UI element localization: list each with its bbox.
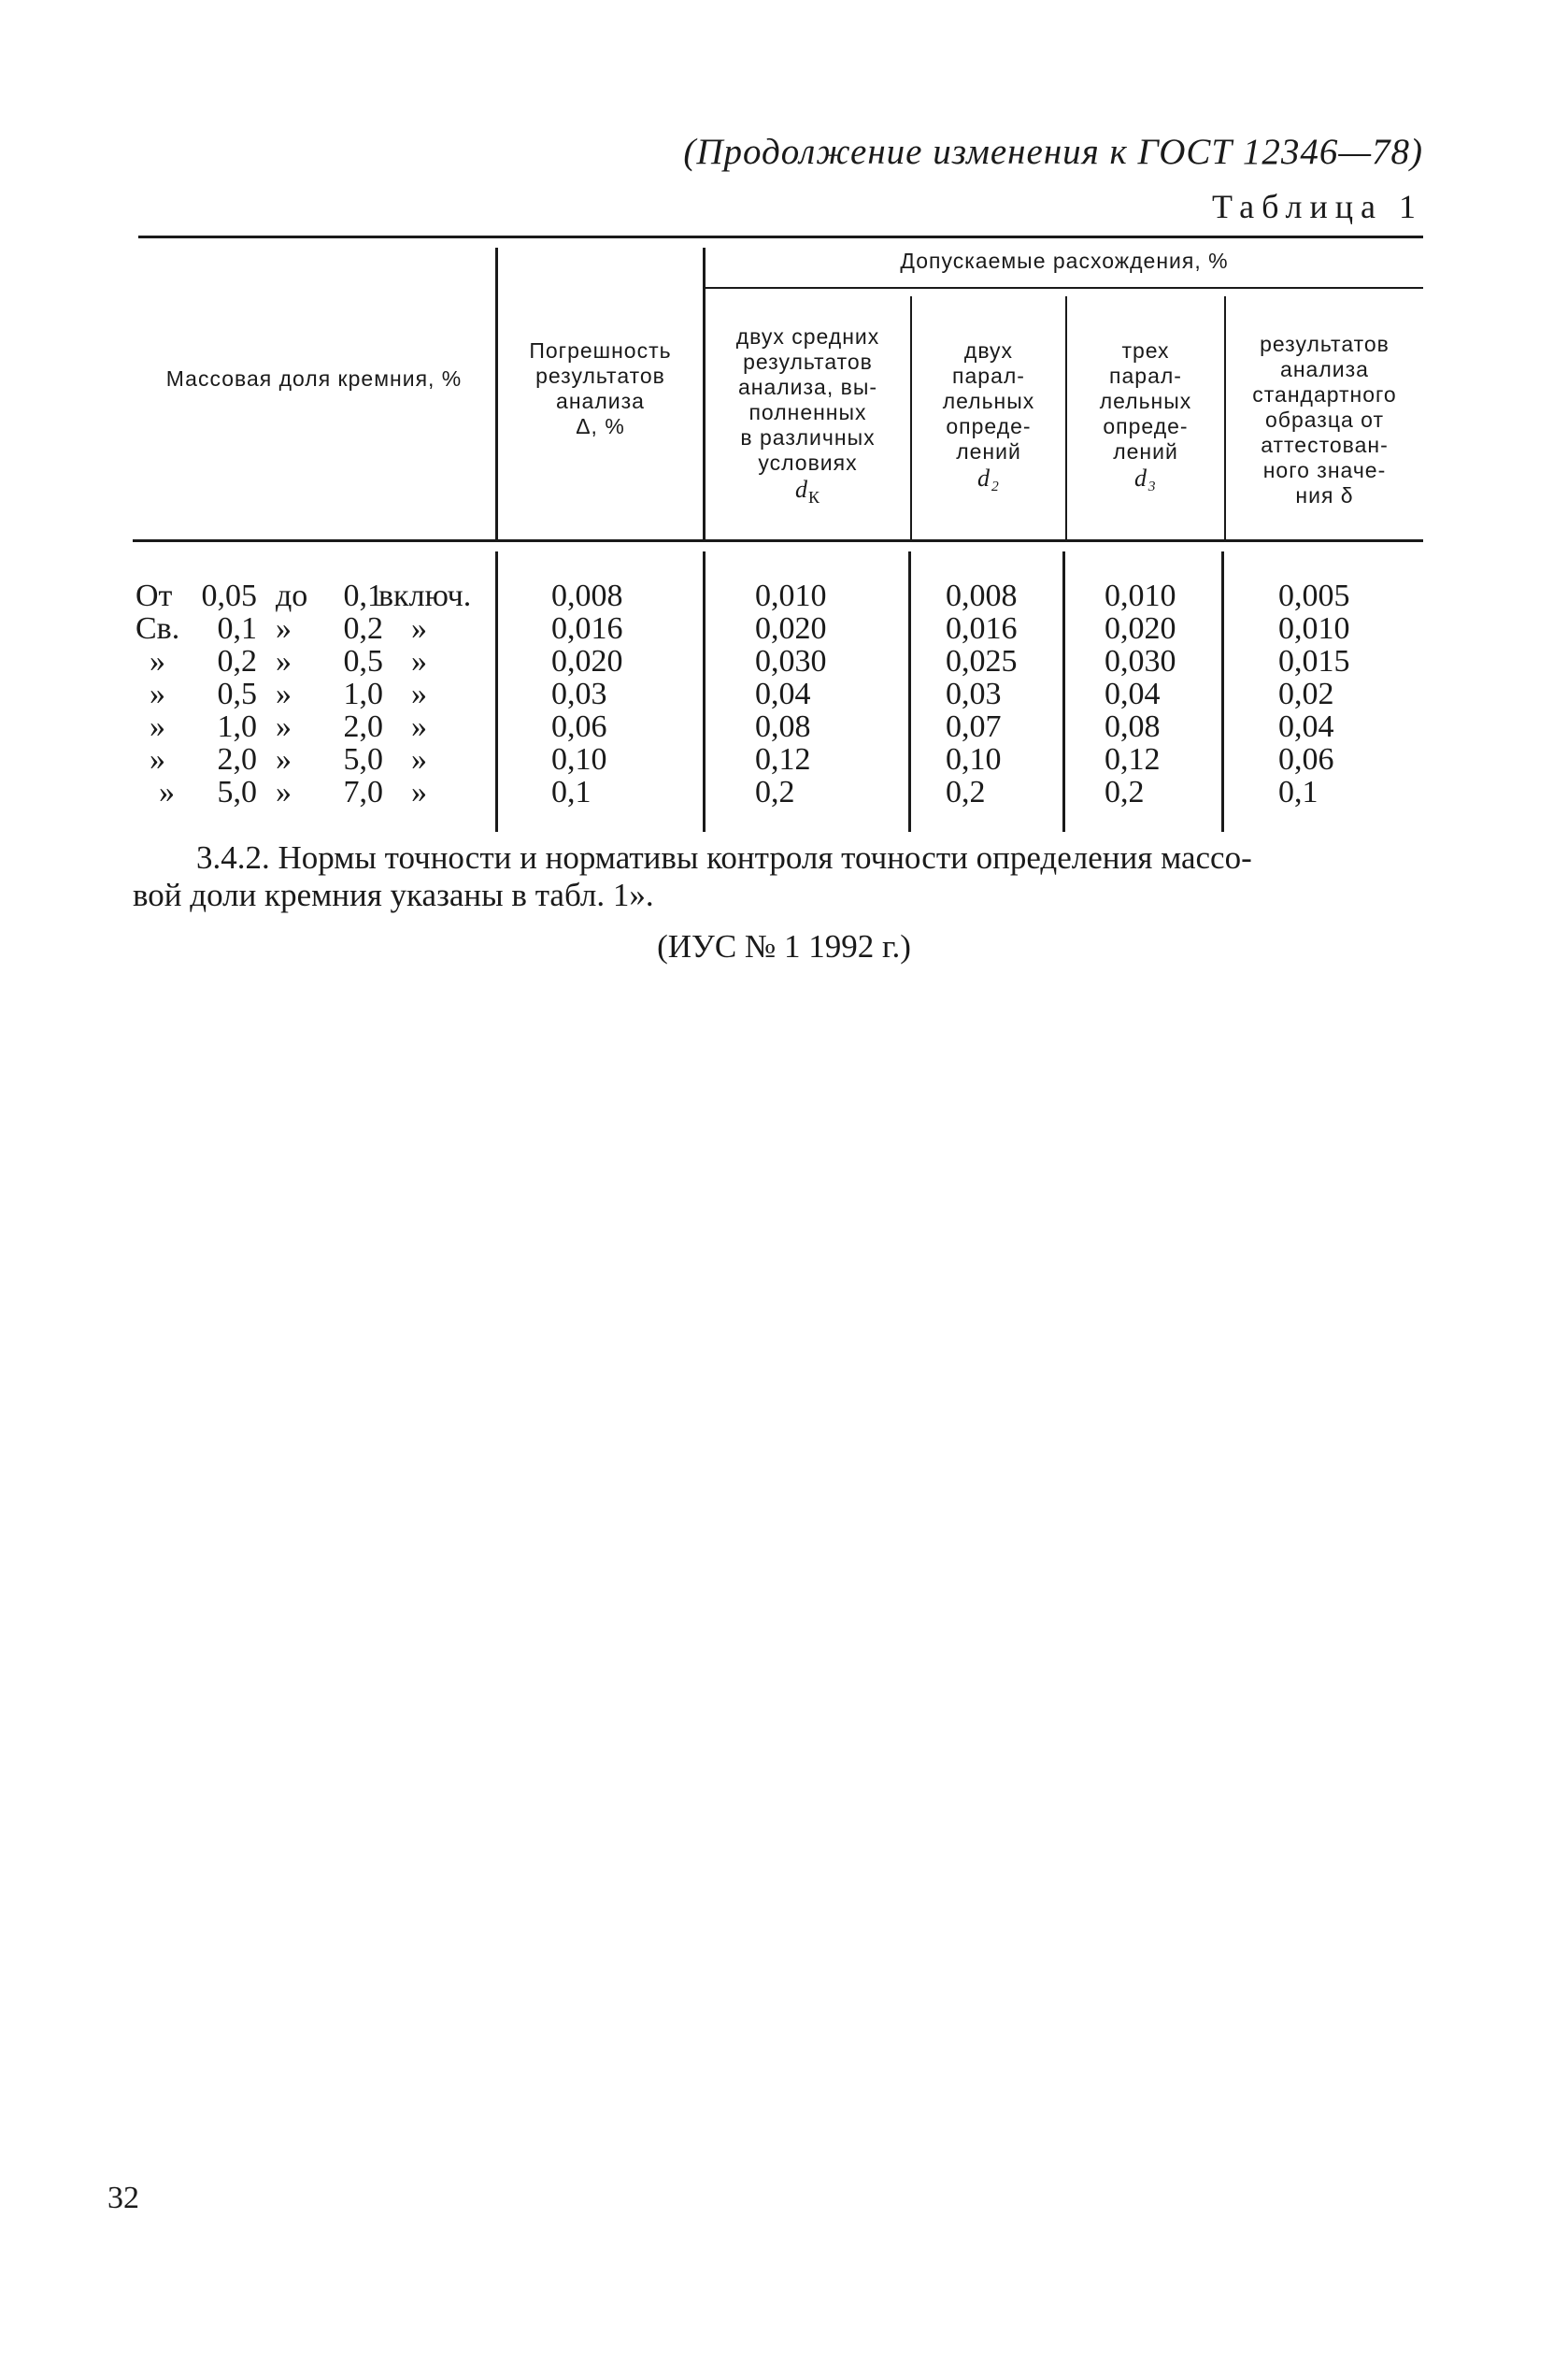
range-from: 0,05 bbox=[201, 579, 257, 613]
header-d3-line: лений bbox=[1113, 439, 1178, 464]
cell-dk: 0,010 bbox=[755, 579, 827, 613]
header-dk-symbol bbox=[706, 476, 910, 511]
header-d2-line: опреде- bbox=[946, 414, 1032, 438]
table-row bbox=[0, 645, 1568, 678]
header-d2-line: двух bbox=[963, 338, 1014, 363]
cell-dk: 0,030 bbox=[755, 644, 827, 679]
header-error-line: Погрешность bbox=[529, 338, 672, 363]
header-group-discrepancies bbox=[706, 249, 1423, 274]
page-number: 32 bbox=[107, 2181, 139, 2215]
cell-dk: 0,04 bbox=[755, 677, 811, 711]
range-from: 1,0 bbox=[217, 709, 257, 744]
range-suffix: » bbox=[411, 742, 427, 777]
header-dk-symbol-letter: d bbox=[794, 476, 808, 503]
cell-reference-delta: 0,010 bbox=[1278, 611, 1350, 646]
range-suffix: » bbox=[411, 611, 427, 646]
range-prefix: » bbox=[159, 775, 175, 809]
header-dk-line: полненных bbox=[748, 400, 867, 424]
header-d3-line: парал- bbox=[1109, 364, 1182, 388]
cell-dk: 0,020 bbox=[755, 611, 827, 646]
cell-reference-delta: 0,005 bbox=[1278, 579, 1350, 613]
cell-reference-delta: 0,02 bbox=[1278, 677, 1334, 711]
cell-dk: 0,08 bbox=[755, 709, 811, 744]
cell-d3: 0,08 bbox=[1105, 709, 1161, 744]
cell-d3: 0,020 bbox=[1105, 611, 1176, 646]
header-delta-reference bbox=[1226, 332, 1423, 508]
source-reference: (ИУС № 1 1992 г.) bbox=[657, 928, 911, 965]
header-dk-line: двух средних bbox=[735, 324, 880, 349]
table-row bbox=[0, 580, 1568, 612]
range-prefix: » bbox=[150, 709, 165, 744]
range-to-word: » bbox=[276, 611, 292, 646]
range-to: 0,1 bbox=[343, 579, 383, 613]
header-delta-line: аттестован- bbox=[1261, 433, 1389, 457]
cell-error: 0,03 bbox=[551, 677, 607, 711]
header-dk-symbol-sub: К bbox=[807, 488, 820, 507]
header-delta-line: образца от bbox=[1264, 408, 1384, 432]
range-from: 2,0 bbox=[217, 742, 257, 777]
cell-d3: 0,2 bbox=[1105, 775, 1145, 809]
table-row bbox=[0, 743, 1568, 776]
header-mass-fraction-text: Массовая доля кремния, % bbox=[165, 366, 463, 391]
header-d3-line: лельных bbox=[1099, 389, 1192, 413]
header-delta-line: анализа bbox=[1280, 357, 1369, 381]
header-error bbox=[498, 338, 703, 439]
range-prefix: » bbox=[150, 677, 165, 711]
header-delta-line: результатов bbox=[1260, 332, 1390, 356]
header-d3-line: трех bbox=[1121, 338, 1170, 363]
cell-error: 0,016 bbox=[551, 611, 623, 646]
range-to: 2,0 bbox=[343, 709, 383, 744]
table-caption: Таблица 1 bbox=[1212, 188, 1423, 225]
cell-reference-delta: 0,04 bbox=[1278, 709, 1334, 744]
header-d3-line: опреде- bbox=[1103, 414, 1189, 438]
range-to-word: » bbox=[276, 644, 292, 679]
range-to: 1,0 bbox=[343, 677, 383, 711]
range-to: 0,5 bbox=[343, 644, 383, 679]
range-prefix: » bbox=[150, 742, 165, 777]
header-bottom-rule bbox=[133, 539, 1423, 542]
cell-d2: 0,016 bbox=[946, 611, 1018, 646]
table-row bbox=[0, 678, 1568, 710]
table-row bbox=[0, 612, 1568, 645]
cell-error: 0,020 bbox=[551, 644, 623, 679]
header-delta-line: ного значе- bbox=[1262, 458, 1387, 482]
cell-d2: 0,2 bbox=[946, 775, 986, 809]
header-d2-line: лельных bbox=[942, 389, 1035, 413]
cell-error: 0,06 bbox=[551, 709, 607, 744]
header-error-line: анализа bbox=[556, 389, 645, 413]
header-mass-fraction bbox=[133, 366, 495, 392]
header-d2-line: лений bbox=[956, 439, 1021, 464]
range-prefix: Св. bbox=[135, 611, 180, 646]
table-top-rule bbox=[138, 236, 1423, 238]
header-dk bbox=[706, 324, 910, 511]
header-dk-line: результатов bbox=[743, 350, 873, 374]
group-header-rule bbox=[706, 287, 1423, 289]
cell-d3: 0,04 bbox=[1105, 677, 1161, 711]
cell-error: 0,008 bbox=[551, 579, 623, 613]
header-d2-symbol: d₂ bbox=[976, 465, 1001, 492]
paragraph-line: 3.4.2. Нормы точности и нормативы контроля точности определения массо- bbox=[196, 839, 1252, 876]
range-from: 0,2 bbox=[217, 644, 257, 679]
header-dk-line: анализа, вы- bbox=[737, 375, 878, 399]
range-suffix: » bbox=[411, 775, 427, 809]
cell-d2: 0,025 bbox=[946, 644, 1018, 679]
body-paragraph bbox=[133, 839, 1422, 914]
cell-d2: 0,07 bbox=[946, 709, 1002, 744]
cell-d3: 0,010 bbox=[1105, 579, 1176, 613]
range-to: 0,2 bbox=[343, 611, 383, 646]
header-d2 bbox=[912, 338, 1065, 493]
range-from: 0,5 bbox=[217, 677, 257, 711]
cell-error: 0,1 bbox=[551, 775, 592, 809]
cell-d2: 0,008 bbox=[946, 579, 1018, 613]
range-suffix: » bbox=[411, 677, 427, 711]
range-to-word: » bbox=[276, 709, 292, 744]
header-delta-line: ния δ bbox=[1295, 483, 1354, 508]
cell-dk: 0,12 bbox=[755, 742, 811, 777]
cell-reference-delta: 0,1 bbox=[1278, 775, 1319, 809]
cell-error: 0,10 bbox=[551, 742, 607, 777]
continuation-header: (Продолжение изменения к ГОСТ 12346—78) bbox=[683, 132, 1423, 172]
range-suffix: » bbox=[411, 709, 427, 744]
cell-d3: 0,030 bbox=[1105, 644, 1176, 679]
cell-reference-delta: 0,06 bbox=[1278, 742, 1334, 777]
header-delta-line: стандартного bbox=[1252, 382, 1397, 407]
header-error-line: Δ, % bbox=[576, 414, 625, 438]
range-suffix: включ. bbox=[378, 579, 472, 613]
range-to-word: » bbox=[276, 677, 292, 711]
header-dk-line: в различных bbox=[740, 425, 876, 450]
range-prefix: От bbox=[135, 579, 173, 613]
range-to: 7,0 bbox=[343, 775, 383, 809]
range-to-word: » bbox=[276, 742, 292, 777]
table-row bbox=[0, 776, 1568, 809]
header-d3 bbox=[1067, 338, 1224, 493]
range-suffix: » bbox=[411, 644, 427, 679]
header-d2-line: парал- bbox=[952, 364, 1025, 388]
header-error-line: результатов bbox=[535, 364, 665, 388]
table-row bbox=[0, 710, 1568, 743]
header-group-text: Допускаемые расхождения, % bbox=[900, 249, 1229, 273]
range-to-word: » bbox=[276, 775, 292, 809]
cell-dk: 0,2 bbox=[755, 775, 795, 809]
range-to: 5,0 bbox=[343, 742, 383, 777]
cell-d3: 0,12 bbox=[1105, 742, 1161, 777]
range-prefix: » bbox=[150, 644, 165, 679]
range-from: 0,1 bbox=[217, 611, 257, 646]
range-to-word: до bbox=[276, 579, 308, 613]
header-dk-line: условиях bbox=[758, 451, 858, 475]
paragraph-line: вой доли кремния указаны в табл. 1». bbox=[133, 877, 654, 913]
cell-reference-delta: 0,015 bbox=[1278, 644, 1350, 679]
range-from: 5,0 bbox=[217, 775, 257, 809]
cell-d2: 0,03 bbox=[946, 677, 1002, 711]
header-d3-symbol: d₃ bbox=[1133, 465, 1158, 492]
cell-d2: 0,10 bbox=[946, 742, 1002, 777]
